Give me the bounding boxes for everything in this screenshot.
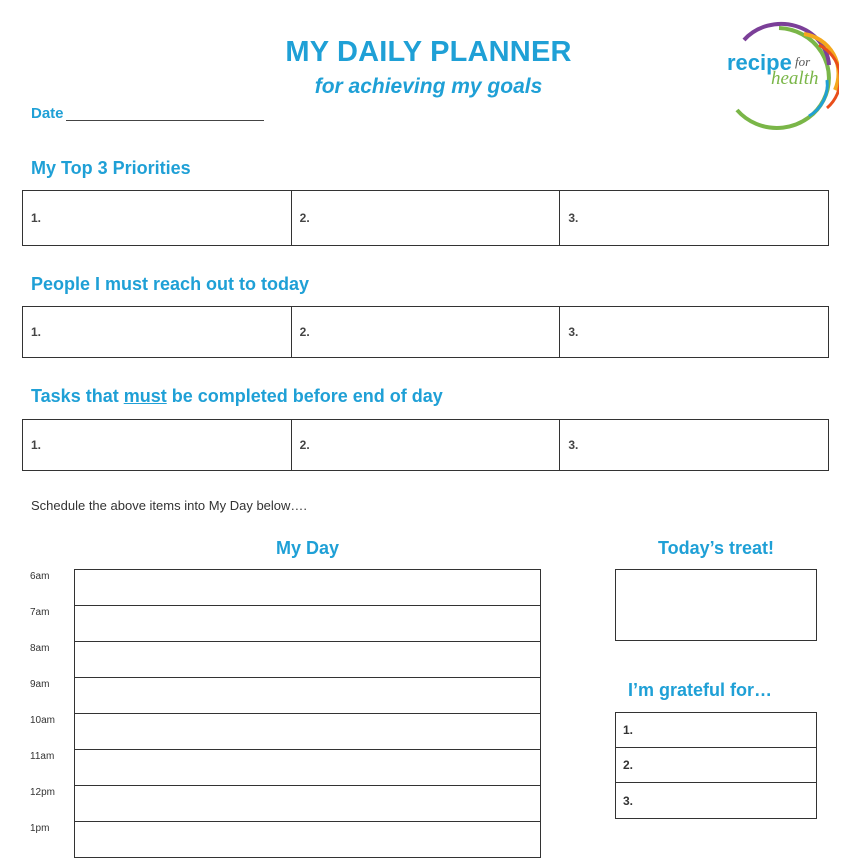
schedule-note: Schedule the above items into My Day below…. <box>31 498 308 513</box>
task-1-field[interactable]: 1. <box>23 420 292 470</box>
priorities-heading: My Top 3 Priorities <box>31 158 191 178</box>
person-1-field[interactable]: 1. <box>23 307 292 357</box>
logo-word-for: for <box>795 54 811 69</box>
time-label: 12pm <box>30 787 56 798</box>
treat-heading: Today’s treat! <box>657 538 775 558</box>
tasks-box <box>22 419 829 471</box>
page-subtitle: for achieving my goals <box>314 75 543 98</box>
time-label: 10am <box>30 715 56 726</box>
priorities-box <box>22 190 829 246</box>
date-field[interactable] <box>66 120 264 121</box>
priority-1-field[interactable]: 1. <box>23 191 292 245</box>
tasks-heading-emphasis: must <box>123 386 167 406</box>
time-label: 11am <box>30 751 55 762</box>
date-label: Date <box>31 105 64 122</box>
priority-2-field[interactable]: 2. <box>292 191 561 245</box>
grateful-3-field[interactable]: 3. <box>623 793 634 808</box>
grateful-2-field[interactable]: 2. <box>616 748 816 783</box>
time-label: 1pm <box>30 823 50 834</box>
time-label: 8am <box>30 643 50 654</box>
tasks-heading-start: Tasks that <box>31 386 124 406</box>
person-3-field[interactable]: 3. <box>568 325 579 339</box>
grateful-box <box>615 712 817 819</box>
grateful-heading: I’m grateful for… <box>627 680 772 700</box>
time-label: 7am <box>30 607 50 618</box>
time-slot-7am[interactable] <box>74 605 541 642</box>
logo-word-health: health <box>771 68 819 89</box>
grateful-1-field[interactable]: 1. <box>616 713 816 748</box>
tasks-heading-end: be completed before end of day <box>166 386 443 406</box>
time-slot-6am[interactable] <box>74 569 541 606</box>
time-slot-8am[interactable] <box>74 641 541 678</box>
time-slot-12pm[interactable] <box>74 785 541 822</box>
treat-field[interactable] <box>615 569 817 641</box>
priority-3-field[interactable]: 3. <box>568 211 579 225</box>
task-2-field[interactable]: 2. <box>292 420 561 470</box>
people-heading: People I must reach out to today <box>31 274 310 294</box>
time-slot-10am[interactable] <box>74 713 541 750</box>
recipe-for-health-logo <box>719 20 839 130</box>
time-label: 6am <box>30 571 50 582</box>
time-slot-11am[interactable] <box>74 749 541 786</box>
task-3-field[interactable]: 3. <box>568 438 579 452</box>
logo-word-recipe: recipe <box>727 50 792 75</box>
time-slot-1pm[interactable] <box>74 821 541 858</box>
time-slot-9am[interactable] <box>74 677 541 714</box>
page-title: MY DAILY PLANNER <box>285 36 572 68</box>
people-box <box>22 306 829 358</box>
tasks-heading <box>31 386 443 407</box>
time-label: 9am <box>30 679 50 690</box>
person-2-field[interactable]: 2. <box>292 307 561 357</box>
my-day-heading: My Day <box>275 538 340 558</box>
